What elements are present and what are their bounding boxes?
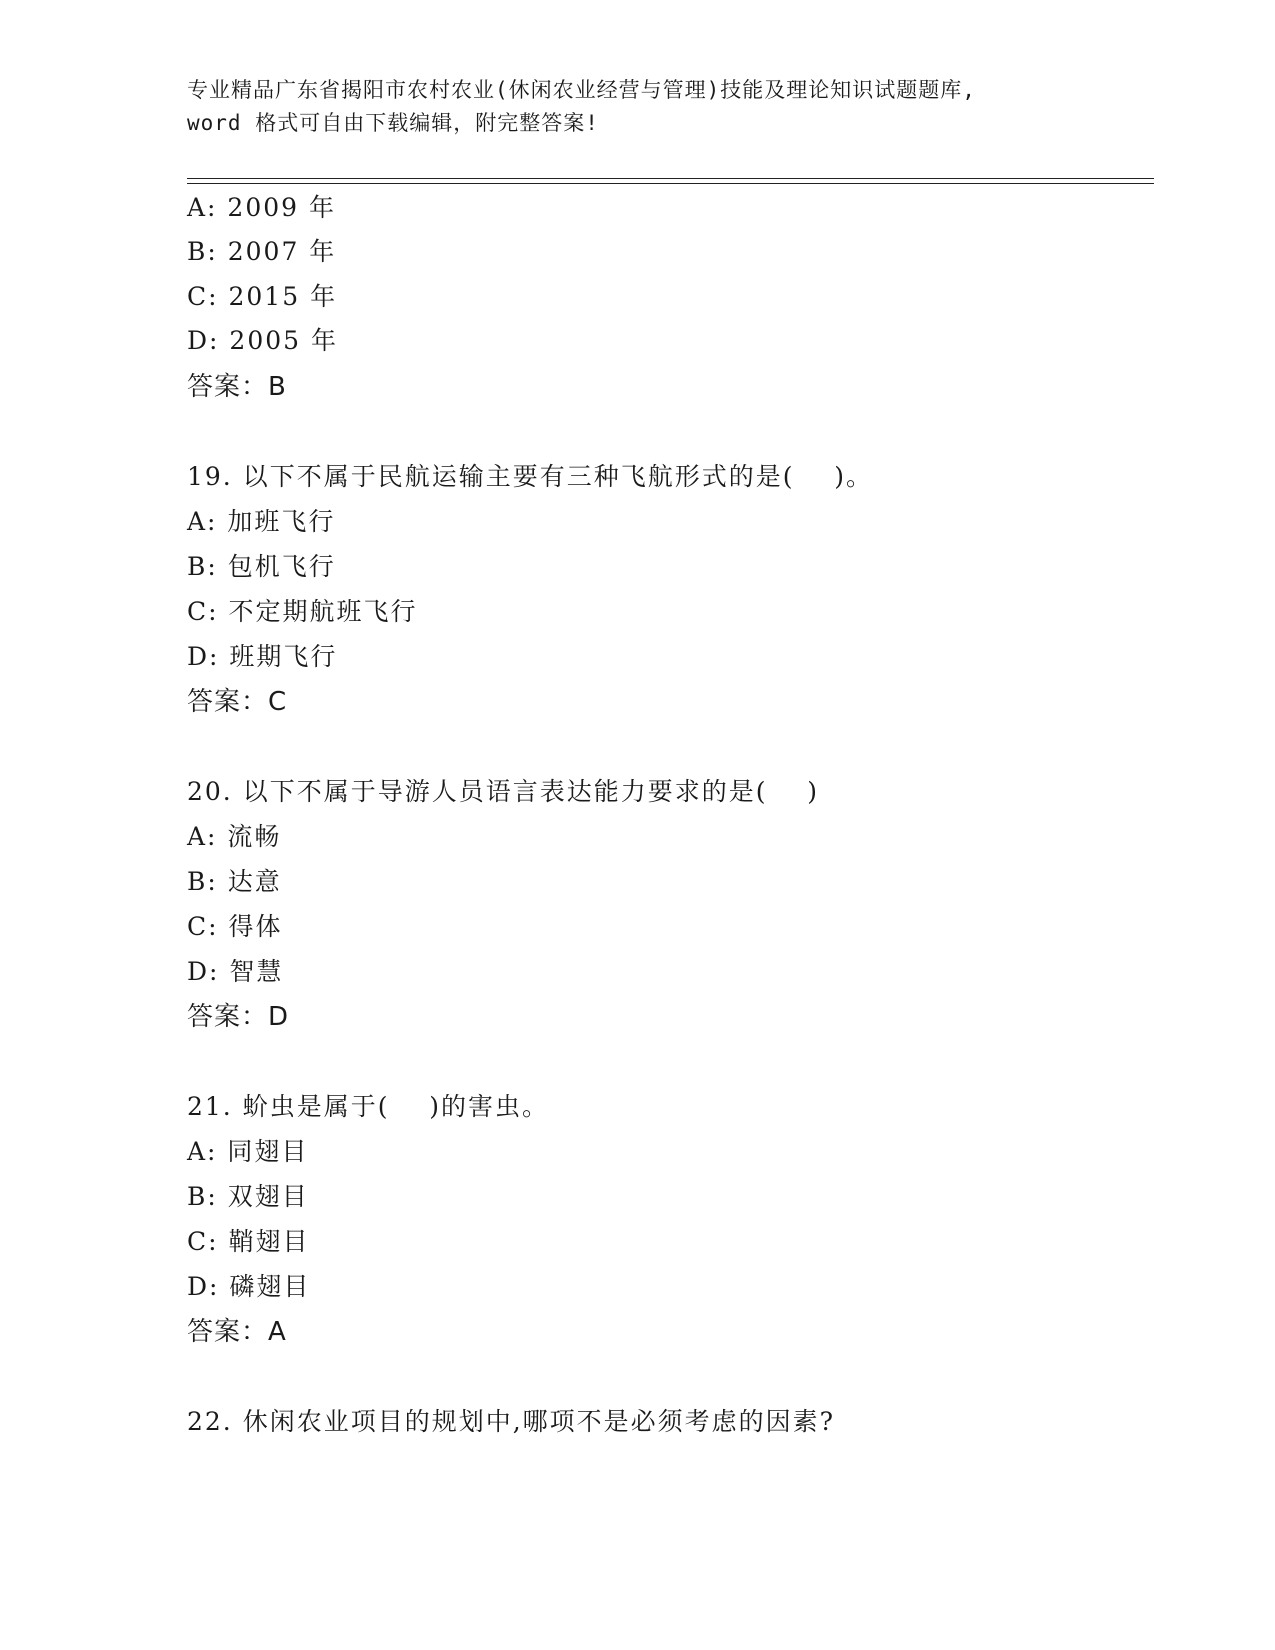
q19-option-c: C: 不定期航班飞行 xyxy=(187,597,418,626)
header-divider-bottom xyxy=(187,183,1154,184)
q21-option-b: B: 双翅目 xyxy=(187,1182,309,1211)
q21-option-c: C: 鞘翅目 xyxy=(187,1227,310,1256)
q18-option-b: B: 2007 年 xyxy=(187,237,337,266)
q20-option-c: C: 得体 xyxy=(187,912,283,941)
q18-option-c: C: 2015 年 xyxy=(187,282,338,311)
q20-option-b: B: 达意 xyxy=(187,867,282,896)
q20-option-d: D: 智慧 xyxy=(187,957,284,986)
q20-question: 20. 以下不属于导游人员语言表达能力要求的是( ) xyxy=(187,777,820,806)
q21-answer: 答案：A xyxy=(187,1317,287,1347)
q19-option-a: A: 加班飞行 xyxy=(187,507,336,536)
q20-option-a: A: 流畅 xyxy=(187,822,282,851)
q19-answer: 答案：C xyxy=(187,687,288,717)
q19-option-d: D: 班期飞行 xyxy=(187,642,338,671)
header-title-line2: word 格式可自由下载编辑，附完整答案! xyxy=(187,111,599,135)
q21-question: 21. 蚧虫是属于( )的害虫。 xyxy=(187,1092,549,1121)
q21-option-a: A: 同翅目 xyxy=(187,1137,309,1166)
header-divider-top xyxy=(187,178,1154,179)
q21-option-d: D: 磷翅目 xyxy=(187,1272,311,1301)
q19-question: 19. 以下不属于民航运输主要有三种飞航形式的是( )。 xyxy=(187,462,874,491)
q20-answer: 答案：D xyxy=(187,1002,290,1032)
q18-option-a: A: 2009 年 xyxy=(187,193,336,222)
q18-answer: 答案：B xyxy=(187,372,287,402)
q18-option-d: D: 2005 年 xyxy=(187,326,338,355)
header-title-line1: 专业精品广东省揭阳市农村农业(休闲农业经营与管理)技能及理论知识试题题库, xyxy=(187,78,976,102)
q22-question: 22. 休闲农业项目的规划中,哪项不是必须考虑的因素? xyxy=(187,1407,836,1436)
document-header xyxy=(187,74,1087,140)
q19-option-b: B: 包机飞行 xyxy=(187,552,336,581)
